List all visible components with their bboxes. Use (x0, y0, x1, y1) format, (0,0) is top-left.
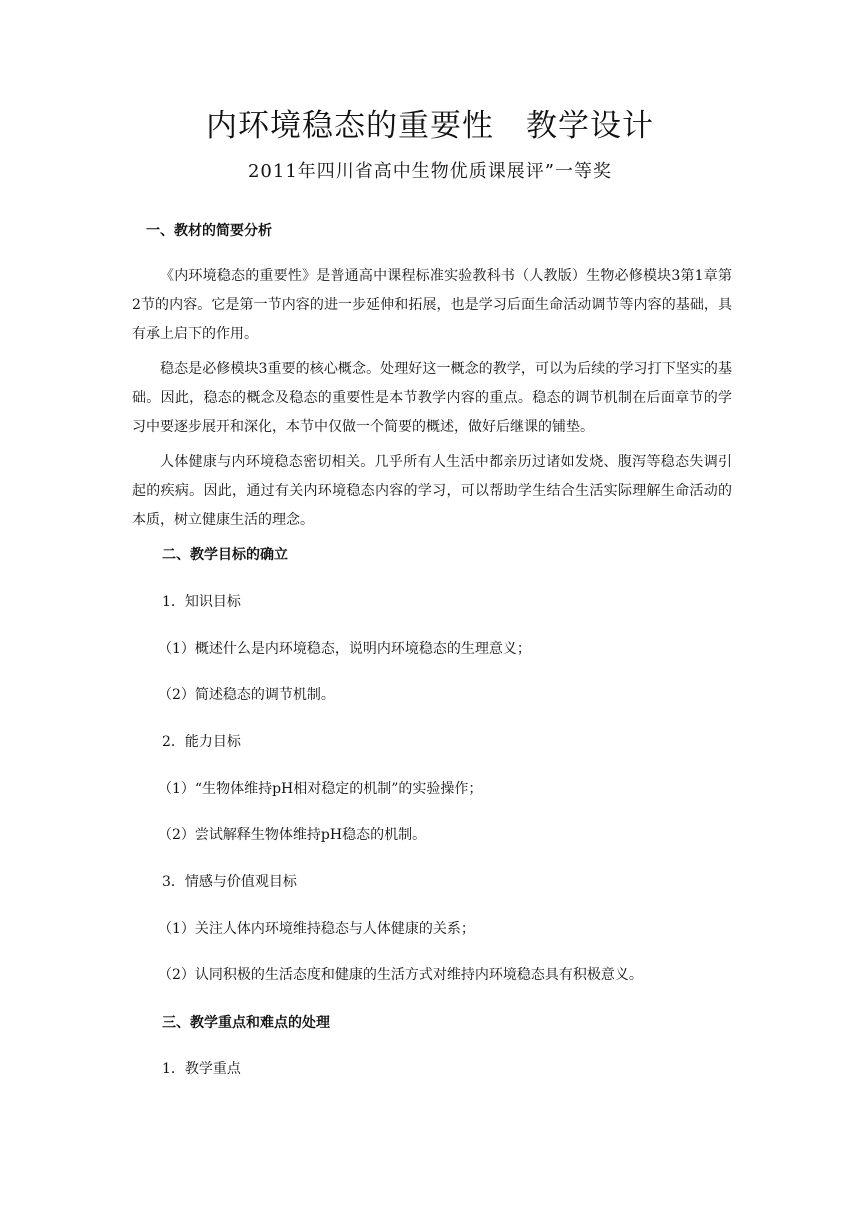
document-title: 内环境稳态的重要性 教学设计 (206, 108, 654, 144)
goal-item: （1）“生物体维持pH相对稳定的机制”的实验操作； (158, 781, 483, 797)
section-heading-teaching-goals: 二、教学目标的确立 (162, 547, 288, 563)
goal-item: （1）关注人体内环境维持稳态与人体健康的关系； (158, 921, 475, 937)
goal-item: （1）概述什么是内环境稳态，说明内环境稳态的生理意义； (158, 641, 531, 657)
goal-item: （2）简述稳态的调节机制。 (158, 687, 335, 703)
paragraph: 人体健康与内环境稳态密切相关。几乎所有人生活中都亲历过诸如发烧、腹泻等稳态失调引起的疾病。因此，通过有关内环境稳态内容的学习，可以帮助学生结合生活实际理解生命活动的本质，树立健康生活的理念。 (132, 454, 732, 528)
section-heading-key-points: 三、教学重点和难点的处理 (162, 1015, 330, 1031)
section-heading-textbook-analysis: 一、教材的简要分析 (146, 223, 272, 239)
goal-label-emotion: 3．情感与价值观目标 (162, 874, 297, 890)
goal-label-knowledge: 1．知识目标 (162, 594, 241, 610)
paragraph: 《内环境稳态的重要性》是普通高中课程标准实验教科书（人教版）生物必修模块3第1章第2节的内容。它是第一节内容的进一步延伸和拓展，也是学习后面生命活动调节等内容的基础，具有承上启下的作用。 (132, 268, 732, 342)
goal-label-ability: 2．能力目标 (162, 734, 241, 750)
paragraph: 稳态是必修模块3重要的核心概念。处理好这一概念的教学，可以为后续的学习打下坚实的基础。因此，稳态的概念及稳态的重要性是本节教学内容的重点。稳态的调节机制在后面章节的学习中要逐步展开和深化，本节中仅做一个简要的概述，做好后继课的铺垫。 (132, 361, 732, 435)
goal-item: （2）尝试解释生物体维持pH稳态的机制。 (158, 827, 427, 843)
key-point-label: 1．教学重点 (162, 1061, 241, 1077)
document-subtitle: 2011年四川省高中生物优质课展评”一等奖 (247, 161, 612, 182)
goal-item: （2）认同积极的生活态度和健康的生活方式对维持内环境稳态具有积极意义。 (158, 967, 643, 983)
